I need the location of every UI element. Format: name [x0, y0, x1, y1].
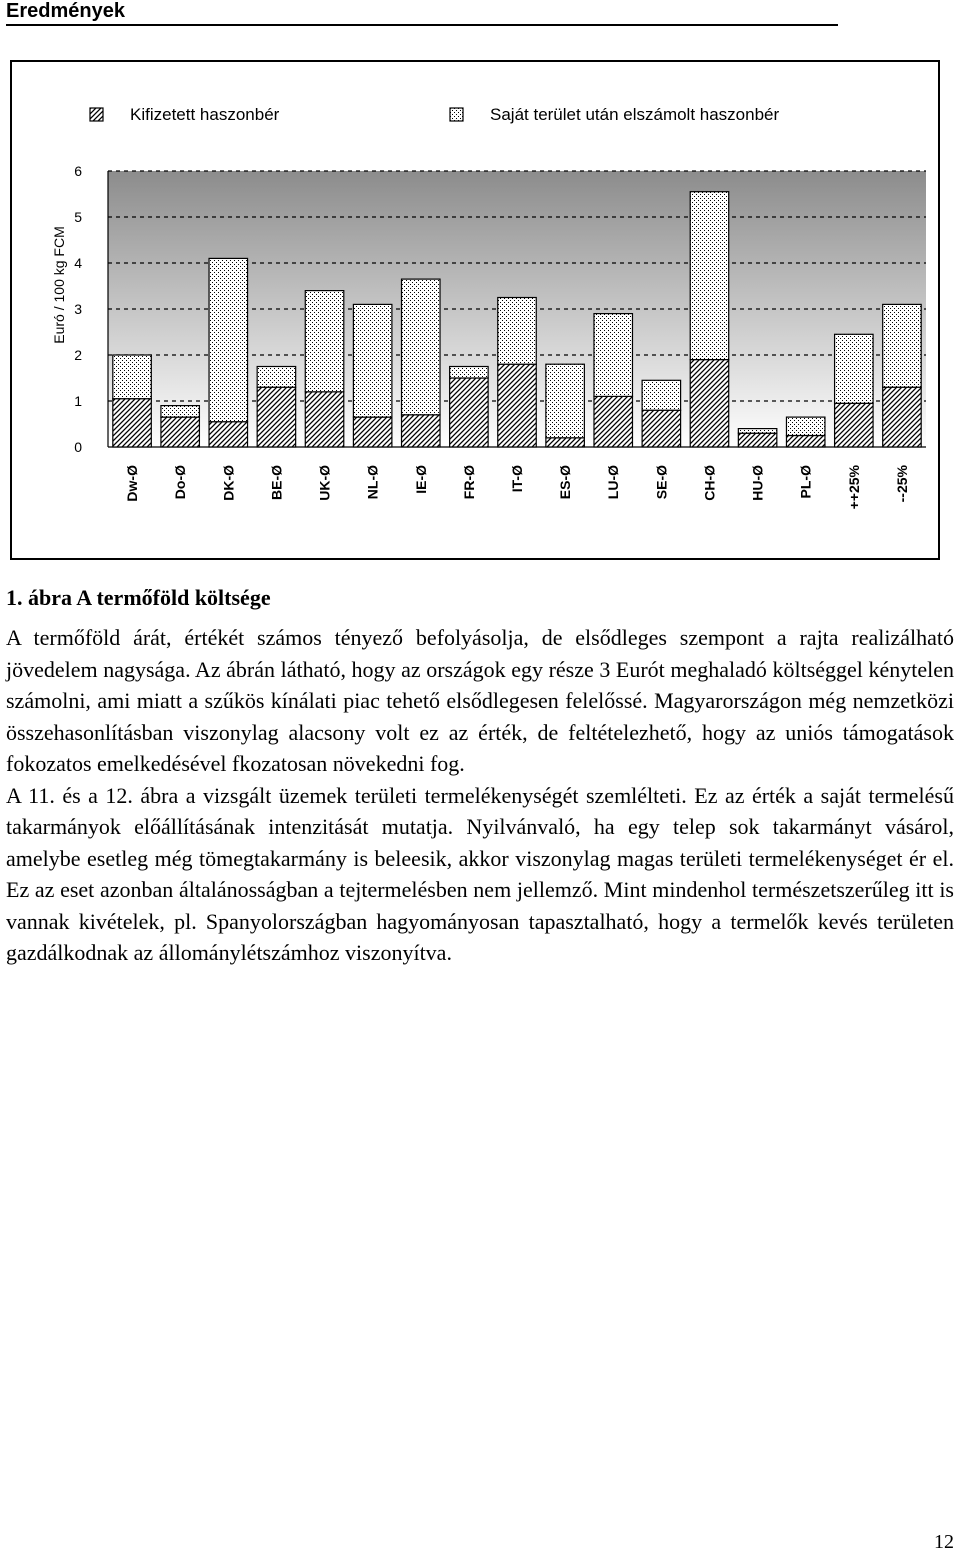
bar-segment: [353, 304, 391, 417]
bar-segment: [546, 438, 584, 447]
x-tick-label: IT-Ø: [509, 465, 525, 493]
bar-segment: [450, 367, 488, 379]
x-tick-label: ++25%: [845, 465, 862, 510]
paragraph-2: A 11. és a 12. ábra a vizsgált üzemek területi termelékenységét szemlélteti. Ez az érték a saját termelésű takarmányok előállításának intenzitását mutatja. Nyilvánvaló, ha egy telep sok takarmányt vásárol, amelybe esetleg még tömegtakarmány is beleesik, akkor viszonylag magas területi termelékenységet ér el. Ez az eset azonban általánosságban a tejtermelésben nem jellemző. Mint mindenhol természetszerűleg itt is vannak kivételek, pl. Spanyolországban hagyományosan tapasztalható, hogy a termelők kevés területen gazdálkodnak az állománylétszámhoz viszonyítva.: [6, 782, 954, 965]
y-tick-label: 0: [74, 439, 82, 455]
bar-segment: [161, 406, 199, 418]
y-tick-label: 3: [74, 301, 82, 317]
y-tick-label: 4: [74, 255, 82, 271]
x-tick-label: UK-Ø: [316, 465, 333, 501]
bar-segment: [642, 410, 680, 447]
chart-legend: [90, 105, 780, 124]
y-tick-label: 6: [74, 163, 82, 179]
bar-segment: [402, 279, 440, 415]
body-text: [6, 622, 954, 969]
bar-segment: [113, 399, 151, 447]
bar-segment: [786, 417, 824, 435]
x-tick-label: Do-Ø: [172, 465, 189, 500]
x-tick-label: Dw-Ø: [124, 465, 141, 502]
legend-swatch: [90, 108, 103, 121]
bar-segment: [883, 304, 921, 387]
bar-segment: [257, 387, 295, 447]
legend-swatch: [450, 108, 463, 121]
bar-segment: [738, 433, 776, 447]
x-tick-label: SE-Ø: [653, 465, 670, 500]
x-tick-label: NL-Ø: [364, 465, 381, 500]
x-tick-label: PL-Ø: [797, 465, 814, 499]
bar-segment: [690, 360, 728, 447]
bar-segment: [738, 429, 776, 434]
bar-segment: [353, 417, 391, 447]
x-tick-label: DK-Ø: [220, 465, 237, 501]
y-tick-label: 5: [74, 209, 82, 225]
bar-segment: [450, 378, 488, 447]
bar-segment: [209, 258, 247, 421]
section-heading: Eredmények: [6, 0, 838, 26]
bar-segment: [498, 298, 536, 365]
plot-area: [51, 163, 926, 509]
bar-segment: [209, 422, 247, 447]
bar-segment: [498, 364, 536, 447]
bar-chart: [12, 62, 938, 558]
x-tick-label: CH-Ø: [701, 465, 718, 501]
x-tick-label: LU-Ø: [605, 465, 622, 500]
legend-label: Kifizetett haszonbér: [130, 105, 280, 124]
y-tick-label: 2: [74, 347, 82, 363]
x-tick-label: --25%: [893, 465, 910, 503]
legend-label: Saját terület után elszámolt haszonbér: [490, 105, 780, 124]
bar-segment: [690, 192, 728, 360]
x-tick-label: FR-Ø: [460, 465, 477, 500]
bar-segment: [161, 417, 199, 447]
bar-segment: [835, 403, 873, 447]
bar-segment: [883, 387, 921, 447]
figure-caption: 1. ábra A termőföld költsége: [6, 585, 271, 610]
bar-segment: [835, 334, 873, 403]
bar-segment: [402, 415, 440, 447]
bar-segment: [113, 355, 151, 399]
page-number: 12: [934, 1531, 954, 1553]
y-axis-label: Euró / 100 kg FCM: [51, 226, 67, 344]
y-tick-label: 1: [74, 393, 82, 409]
bar-segment: [594, 396, 632, 447]
bar-segment: [786, 436, 824, 448]
paragraph-1: A termőföld árát, értékét számos tényező befolyásolja, de elsődleges szempont a rajta realizálható jövedelem nagysága. Az ábrán látható, hogy az országok egy része 3 Eurót meghaladó költséggel kénytelen számolni, ami miatt a szűkös kínálati piac tehető elsődlegesen felelőssé. Magyarországon még nemzetközi összehasonlításban viszonylag alacsony volt ez az érték, de feltételezhető, hogy az uniós támogatások fokozatos emelkedésével fkozatosan növekedni fog.: [6, 625, 954, 776]
x-tick-label: ES-Ø: [557, 465, 574, 500]
x-tick-label: HU-Ø: [749, 465, 766, 501]
bar-segment: [594, 314, 632, 397]
bar-segment: [642, 380, 680, 410]
bar-segment: [546, 364, 584, 438]
x-tick-label: BE-Ø: [268, 465, 285, 500]
chart-frame: [10, 60, 940, 560]
bar-segment: [305, 392, 343, 447]
bar-segment: [257, 367, 295, 388]
bar-segment: [305, 291, 343, 392]
x-tick-label: IE-Ø: [412, 465, 429, 494]
